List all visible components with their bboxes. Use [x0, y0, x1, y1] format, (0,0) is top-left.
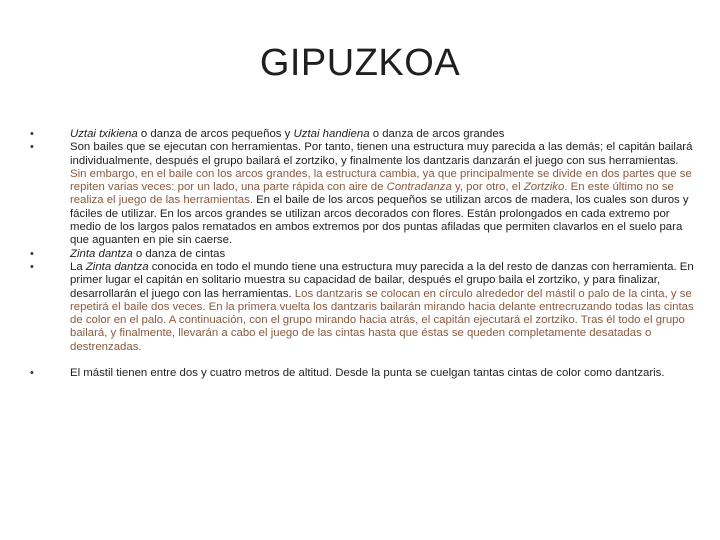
- text-span: conocida en todo el mundo tiene una estructura muy parecida a la del resto de danzas con herramienta. En primer lugar el capitán en solitario muestra su capacidad de bailar, después el grupo baila el zortziko, y para finalizar, desarrollarán el juego con las herramientas.: [70, 260, 694, 300]
- text-span-accent: Sin embargo, en el baile con los arcos grandes, la estructura cambia, ya que principalmente se divide en dos partes que se repiten varias veces: por un lado, una parte rápida con aire de: [70, 167, 692, 194]
- text-span: o danza de cintas: [132, 247, 226, 260]
- text-span: o danza de arcos pequeños y: [137, 128, 294, 140]
- text-span-accent: . En este último no se realiza el juego de las herramientas.: [70, 181, 674, 207]
- text-uztai-txikiena: Uztai txikiena: [70, 128, 138, 140]
- text-zinta-dantza: Zinta dantza: [85, 260, 149, 273]
- bullet-dot-icon: •: [30, 260, 34, 273]
- bullet-item-4: [28, 261, 698, 354]
- bullet-item-1: [28, 128, 698, 141]
- bullet-item-5: [28, 367, 698, 380]
- bullet-dot-icon: •: [30, 247, 34, 260]
- bullet-dot-icon: •: [30, 367, 34, 380]
- text-span-accent: y, por otro, el: [451, 181, 524, 194]
- bullet-dot-icon: •: [30, 141, 34, 154]
- bullet-list: [28, 128, 698, 381]
- bullet-item-2: [28, 141, 698, 247]
- text-span: En el baile de los arcos pequeños se utilizan arcos de madera, los cuales son duros y fáciles de utilizar. En los arcos grandes se utilizan arcos decorados con flores. Están prolongados en cada extremo por medio de los largos palos rematados en ambos extremos por dos puntas afiladas que permiten clavarlos en el suelo para que aguanten en pie sin caerse.: [70, 194, 689, 247]
- text-zortziko: Zortziko: [523, 181, 565, 194]
- text-contradanza: Contradanza: [386, 181, 452, 194]
- text-span: El mástil tienen entre dos y cuatro metros de altitud. Desde la punta se cuelgan tantas cintas de color como dantzaris.: [70, 367, 665, 380]
- text-uztai-handiena: Uztai handiena: [293, 128, 370, 140]
- text-span: o danza de arcos grandes: [369, 128, 505, 140]
- slide-title: GIPUZKOA: [259, 42, 461, 84]
- text-zinta-dantza: Zinta dantza: [70, 247, 133, 260]
- spacer: [28, 354, 698, 367]
- text-span: La: [70, 260, 86, 273]
- bullet-item-3: [28, 248, 698, 261]
- text-span-accent: Los dantzaris se colocan en círculo alrededor del mástil o palo de la cinta, y se repetirá el baile dos veces. En la primera vuelta los dantzaris bailarán mirando hacia delante entrecruzando todas las cintas de color en el palo. A continuación, con el grupo mirando hacia atrás, el capitán ejecutará el zortziko. Tras él todo el grupo bailará, y finalmente, llevarán a cabo el juego de las cintas hasta que éstas se queden completamente desatadas o destrenzadas.: [70, 287, 694, 353]
- text-span: Son bailes que se ejecutan con herramientas. Por tanto, tienen una estructura muy parecida a las demás; el capitán bailará individualmente, después el grupo bailará el zortziko, y finalmente los dantzaris danzarán el juego con sus herramientas.: [70, 141, 693, 167]
- bullet-dot-icon: •: [30, 128, 34, 140]
